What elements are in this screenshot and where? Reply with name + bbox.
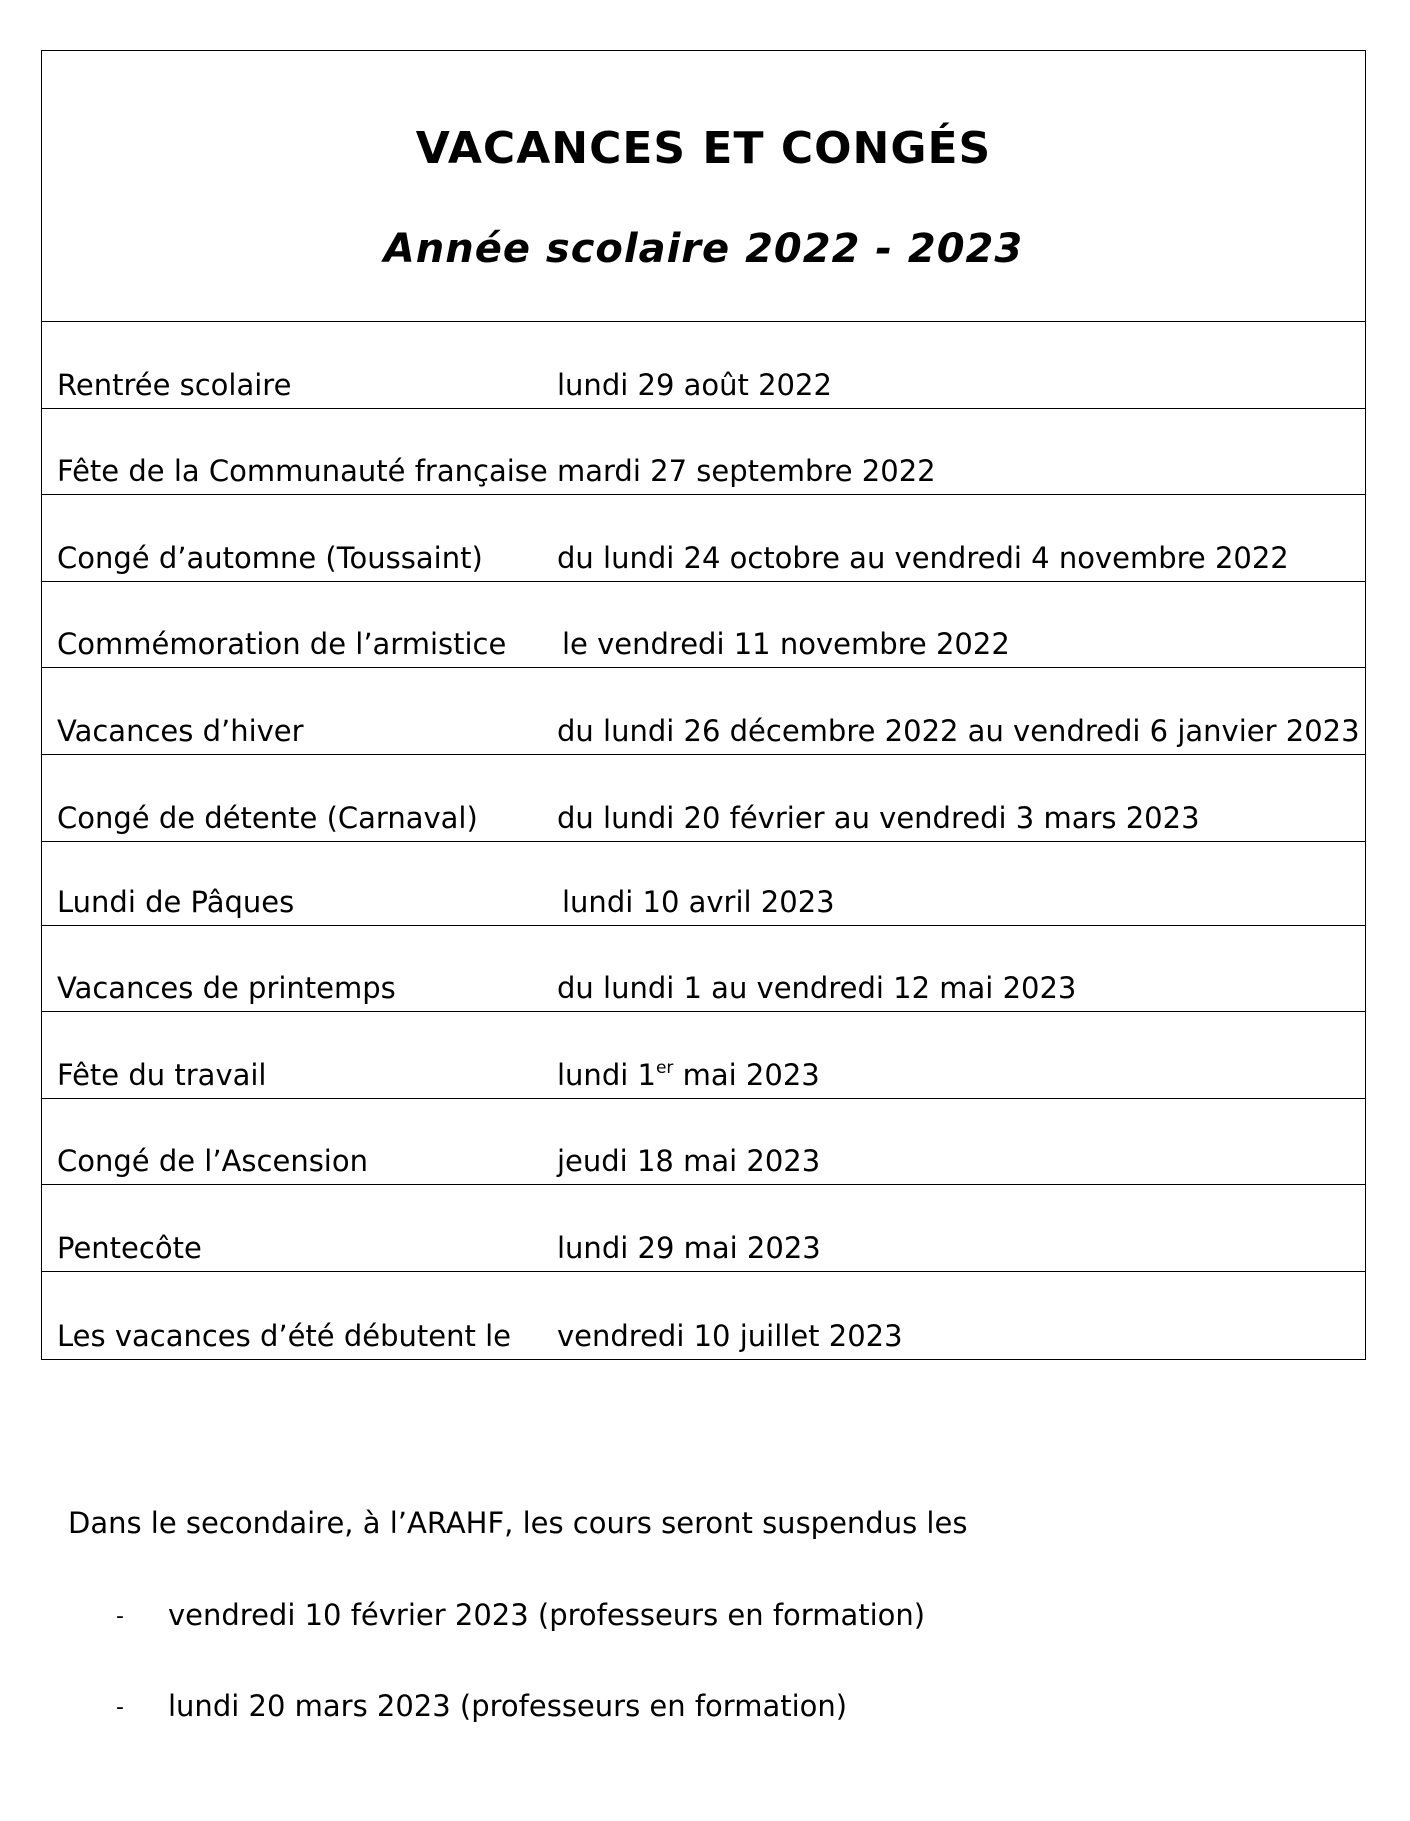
- row-value: [557, 1058, 820, 1092]
- row-value: mardi 27 septembre 2022: [557, 454, 936, 489]
- row-label: Pentecôte: [57, 1230, 202, 1265]
- row-label: Lundi de Pâques: [57, 884, 295, 919]
- row-value: du lundi 1 au vendredi 12 mai 2023: [557, 971, 1077, 1006]
- row-label: Vacances de printemps: [57, 971, 396, 1006]
- list-item-text: vendredi 10 février 2023 (professeurs en formation): [168, 1598, 926, 1632]
- table-row: [42, 409, 1365, 496]
- page-title: VACANCES ET CONGÉS: [415, 123, 992, 174]
- row-value: le vendredi 11 novembre 2022: [562, 627, 1010, 662]
- page-subtitle: Année scolaire 2022 - 2023: [383, 226, 1024, 272]
- row-label: Congé d’automne (Toussaint): [57, 540, 483, 575]
- row-value-rest: mai 2023: [673, 1057, 820, 1092]
- row-label: Les vacances d’été débutent le: [57, 1318, 511, 1353]
- table-row: [42, 755, 1365, 842]
- row-value: lundi 10 avril 2023: [562, 884, 835, 919]
- table-row: [42, 322, 1365, 409]
- calendar-table: [41, 50, 1366, 1360]
- row-label: Congé de détente (Carnaval): [57, 800, 478, 835]
- table-row: [42, 1012, 1365, 1099]
- table-row: [42, 495, 1365, 582]
- row-label: Vacances d’hiver: [57, 713, 304, 748]
- row-label: Commémoration de l’armistice: [57, 627, 507, 662]
- dash-bullet: -: [116, 1604, 124, 1629]
- table-row: [42, 926, 1365, 1013]
- row-value: lundi 29 mai 2023: [557, 1230, 821, 1265]
- ordinal-suffix: er: [655, 1057, 674, 1078]
- row-label: Rentrée scolaire: [57, 367, 292, 402]
- row-value-main: lundi 1: [557, 1057, 656, 1092]
- row-label: Congé de l’Ascension: [57, 1144, 368, 1179]
- dash-bullet: -: [116, 1695, 124, 1720]
- table-row: [42, 582, 1365, 669]
- table-row: [42, 668, 1365, 755]
- table-header: [42, 51, 1365, 322]
- row-value: jeudi 18 mai 2023: [557, 1144, 821, 1179]
- list-item-text: lundi 20 mars 2023 (professeurs en formation): [168, 1689, 848, 1723]
- table-row: [42, 1185, 1365, 1272]
- table-row: [42, 842, 1365, 926]
- row-label: Fête du travail: [57, 1057, 267, 1092]
- row-value: du lundi 26 décembre 2022 au vendredi 6 janvier 2023: [557, 713, 1360, 748]
- table-row: [42, 1272, 1365, 1359]
- row-value: lundi 29 août 2022: [557, 367, 832, 402]
- secondary-note: Dans le secondaire, à l’ARAHF, les cours seront suspendus les: [68, 1506, 968, 1540]
- row-value: du lundi 20 février au vendredi 3 mars 2023: [557, 800, 1200, 835]
- row-value: vendredi 10 juillet 2023: [557, 1318, 903, 1353]
- row-value: du lundi 24 octobre au vendredi 4 novembre 2022: [557, 540, 1289, 575]
- row-label: Fête de la Communauté française: [57, 454, 548, 489]
- table-row: [42, 1099, 1365, 1186]
